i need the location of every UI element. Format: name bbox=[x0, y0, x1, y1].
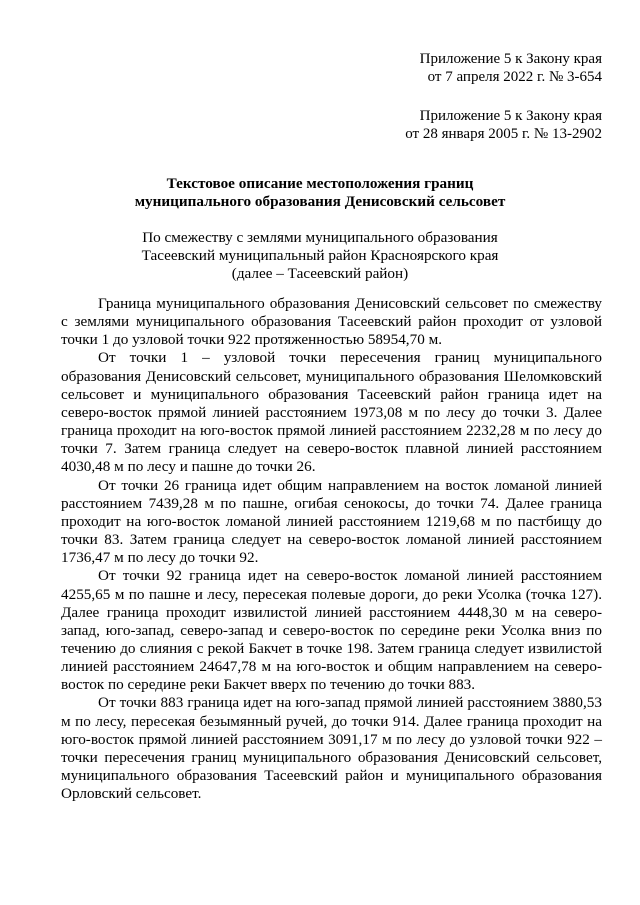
paragraph-overview: Граница муниципального образования Денисовский сельсовет по смежеству с землями муниципального образования Тасеевский район проходит от узловой точки 1 до узловой точки 922 протяженностью 58954,70 м. bbox=[61, 295, 602, 349]
section-subtitle-line1: По смежеству с землями муниципального образования bbox=[142, 229, 498, 246]
section-subtitle-line3: (далее – Тасеевский район) bbox=[231, 265, 409, 282]
appendix-current-line1: Приложение 5 к Закону края bbox=[419, 51, 602, 67]
appendix-original-line2: от 28 января 2005 г. № 13-2902 bbox=[405, 126, 602, 142]
paragraph-point-26: От точки 26 граница идет общим направлением на восток ломаной линией расстоянием 7439,28 м по пашне, огибая сенокосы, до точки 74. Далее граница проходит на юго-восток ломаной линией расстоянием 1219,68 м по пастбищу до точки 83. Затем граница следует на северо-восток ломаной линией расстоянием 1736,47 м по лесу до точки 92. bbox=[61, 476, 602, 567]
section-subtitle bbox=[60, 229, 580, 283]
appendix-current-reference bbox=[420, 50, 602, 86]
paragraph-point-883: От точки 883 граница идет на юго-запад прямой линией расстоянием 3880,53 м по лесу, пересекая безымянный ручей, до точки 914. Далее граница проходит на юго-восток прямой линией расстоянием 3091,17 м по лесу до узловой точки 922 – точки пересечения границ муниципального образования Денисовский сельсовет, муниципального образования Тасеевский район и муниципального образования Орловский сельсовет. bbox=[61, 694, 602, 803]
appendix-current-line2: от 7 апреля 2022 г. № 3-654 bbox=[427, 69, 602, 85]
paragraph-point-1: От точки 1 – узловой точки пересечения границ муниципального образования Денисовский сельсовет, муниципального образования Шеломковский сельсовет и муниципального образования Тасеевский район граница идет на северо-восток прямой линией расстоянием 1973,08 м по лесу до точки 3. Далее граница проходит на юго-восток прямой линией расстоянием 2232,28 м по лесу до точки 7. Затем граница следует на северо-восток плавной линией расстоянием 4030,48 м по лесу и пашне до точки 26. bbox=[61, 349, 602, 476]
boundary-description bbox=[61, 295, 602, 803]
appendix-original-line1: Приложение 5 к Закону края bbox=[419, 108, 602, 124]
document-title bbox=[60, 175, 580, 211]
section-subtitle-line2: Тасеевский муниципальный район Красноярского края bbox=[141, 247, 499, 264]
document-title-line1: Текстовое описание местоположения границ bbox=[166, 175, 474, 192]
document-title-line2: муниципального образования Денисовский сельсовет bbox=[134, 193, 506, 210]
paragraph-point-92: От точки 92 граница идет на северо-восток ломаной линией расстоянием 4255,65 м по пашне и лесу, пересекая полевые дороги, до реки Усолка (точка 127). Далее граница проходит извилистой линией расстоянием 4448,30 м на северо-запад, юго-запад, северо-запад и северо-восток по середине реки Усолка вниз по течению до слияния с рекой Бакчет в точке 198. Затем граница следует извилистой линией расстоянием 24647,78 м на юго-восток и общим направлением на северо-восток по середине реки Бакчет вверх по течению до точки 883. bbox=[61, 567, 602, 694]
appendix-original-reference bbox=[405, 107, 602, 143]
